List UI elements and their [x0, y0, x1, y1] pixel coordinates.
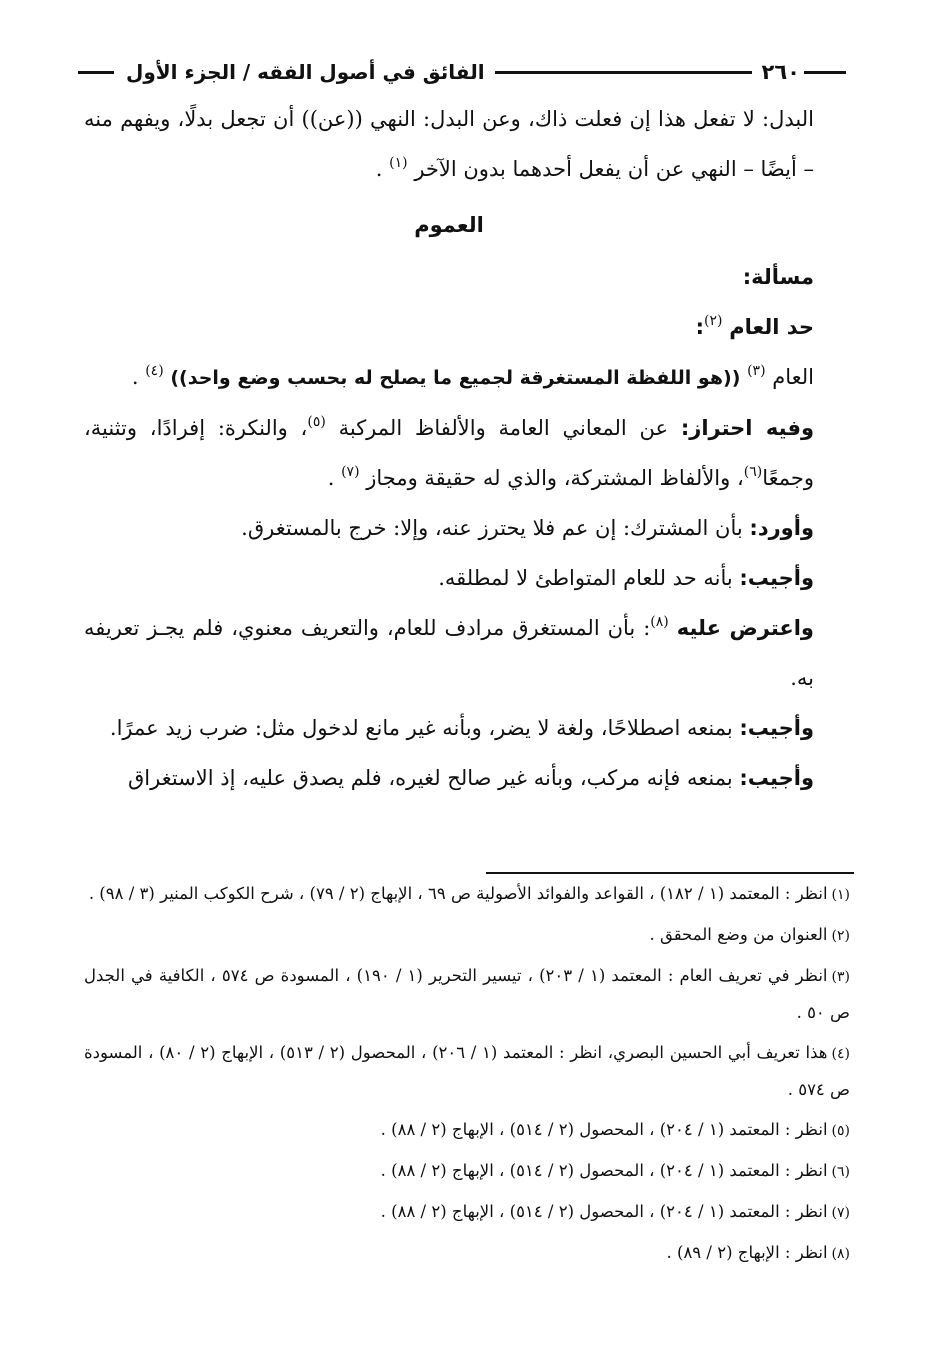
footnote: [84, 1112, 850, 1149]
footnote-ref-7[interactable]: (٧): [341, 464, 360, 480]
ujib-2-text: بمنعه اصطلاحًا، ولغة لا يضر، وبأنه غير مانع لدخول مثل: ضرب زيد عمرًا.: [109, 716, 733, 740]
footnote-ref-2[interactable]: (٢): [704, 313, 723, 329]
header-rule-middle: [495, 71, 752, 74]
ujib-2-label: وأجيب:: [739, 716, 814, 740]
footnote-text: انظر : المعتمد (١ / ٢٠٤) ، المحصول (٢ / ٥١٤) ، الإبهاج (٢ / ٨٨) .: [380, 1120, 828, 1139]
footnote: [84, 1194, 850, 1231]
ujib-3-text: بمنعه فإنه مركب، وبأنه غير صالح لغيره، فلم يصدق عليه، إذ الاستغراق: [128, 766, 733, 790]
paragraph-itarad: [84, 603, 814, 703]
itarad-text: : بأن المستغرق مرادف للعام، والتعريف معنوي، فلم يجـز تعريفه به.: [84, 616, 814, 690]
paragraph-intro: [84, 94, 814, 194]
footnote-ref-8[interactable]: (٨): [650, 614, 669, 630]
footnote-ref-6[interactable]: (٦): [743, 464, 763, 480]
ihtiraz-end: .: [327, 466, 335, 490]
footnote-number: (٤): [831, 1046, 850, 1062]
awrid-label: وأورد:: [749, 516, 814, 540]
footnote-number: (٣): [831, 969, 850, 985]
footnote-ref-4[interactable]: (٤): [145, 363, 164, 379]
footnote: [84, 1235, 850, 1272]
footnote-number: (١): [831, 887, 850, 903]
running-title: الفائق في أصول الفقه / الجزء الأول: [126, 60, 485, 84]
paragraph-awrid: [84, 503, 814, 553]
footnote: [84, 917, 850, 954]
footnote: [84, 876, 850, 913]
intro-end: .: [375, 157, 383, 181]
paragraph-ujib-2: [84, 703, 814, 753]
footnote-number: (٨): [831, 1246, 850, 1262]
footnote: [84, 1153, 850, 1190]
hadd-line: [84, 302, 814, 352]
hadd-colon: :: [695, 315, 705, 339]
page-number: ٢٦٠: [761, 60, 800, 84]
main-text: [84, 94, 814, 803]
footnote-separator: [486, 872, 854, 874]
aam-definition-line: [84, 352, 814, 403]
footnote-ref-5[interactable]: (٥): [307, 414, 326, 430]
masala-label: مسألة:: [742, 265, 814, 289]
hadd-label: حد العام: [729, 315, 814, 339]
paragraph-ihtiraz: [84, 403, 814, 503]
footnote: [84, 1035, 850, 1108]
footnote-number: (٢): [831, 928, 850, 944]
ujib-3-label: وأجيب:: [739, 766, 814, 790]
footnote-ref-1[interactable]: (١): [389, 155, 408, 171]
header-rule-left: [78, 71, 114, 74]
ihtiraz-label: وفيه احتراز:: [680, 416, 814, 440]
section-heading: العموم: [414, 213, 484, 237]
aam-definition: ((هو اللفظة المستغرقة لجميع ما يصلح له بحسب وضع واحد)): [170, 367, 741, 389]
aam-label: العام: [772, 365, 814, 389]
footnote-number: (٧): [831, 1205, 850, 1221]
footnote-number: (٦): [831, 1164, 850, 1180]
footnote-text: العنوان من وضع المحقق .: [649, 925, 828, 944]
paragraph-ujib-3: [84, 753, 814, 803]
running-header: [78, 52, 846, 92]
ujib-1-label: وأجيب:: [739, 566, 814, 590]
header-rule-right: [804, 71, 846, 74]
masala-line: [84, 252, 814, 302]
footnote-text: انظر في تعريف العام : المعتمد (١ / ٢٠٣) ، تيسير التحرير (١ / ١٩٠) ، المسودة ص ٥٧٤ ، الكافية في الجدل ص ٥٠ .: [84, 966, 850, 1022]
footnote-text: انظر : المعتمد (١ / ٢٠٤) ، المحصول (٢ / ٥١٤) ، الإبهاج (٢ / ٨٨) .: [380, 1202, 828, 1221]
ihtiraz-text-3: ، والألفاظ المشتركة، والذي له حقيقة ومجاز: [366, 466, 744, 490]
footnote: [84, 958, 850, 1031]
paragraph-ujib-1: [84, 553, 814, 603]
ihtiraz-text-1: عن المعاني العامة والألفاظ المركبة: [338, 416, 669, 440]
awrid-text: بأن المشترك: إن عم فلا يحترز عنه، وإلا: خرج بالمستغرق.: [241, 516, 743, 540]
ujib-1-text: بأنه حد للعام المتواطئ لا لمطلقه.: [438, 566, 733, 590]
intro-line-1: البدل: لا تفعل هذا إن فعلت ذاك، وعن البدل: النهي ((عن)) أن تجعل بدلًا، ويفهم منه –: [84, 107, 814, 181]
footnotes: [84, 876, 850, 1276]
itarad-label: واعترض عليه: [676, 616, 814, 640]
footnote-text: انظر : الإبهاج (٢ / ٨٩) .: [666, 1243, 828, 1262]
ihtiraz-text-2: ، والنكرة: إفرادًا، وتثنية، وجمعًا: [84, 416, 814, 490]
aam-end: .: [131, 365, 139, 389]
footnote-text: انظر : المعتمد (١ / ١٨٢) ، القواعد والفوائد الأصولية ص ٦٩ ، الإبهاج (٢ / ٧٩) ، شرح الكوكب المنير (٣ / ٩٨) .: [88, 884, 828, 903]
footnote-ref-3[interactable]: (٣): [747, 363, 766, 379]
footnote-text: هذا تعريف أبي الحسين البصري، انظر : المعتمد (١ / ٢٠٦) ، المحصول (٢ / ٥١٣) ، الإبهاج (٢ / ٨٠) ، المسودة ص ٥٧٤ .: [84, 1043, 850, 1099]
footnote-text: انظر : المعتمد (١ / ٢٠٤) ، المحصول (٢ / ٥١٤) ، الإبهاج (٢ / ٨٨) .: [380, 1161, 828, 1180]
intro-line-2: أيضًا – النهي عن أن يفعل أحدهما بدون الآخر: [414, 157, 797, 181]
footnote-number: (٥): [831, 1123, 850, 1139]
